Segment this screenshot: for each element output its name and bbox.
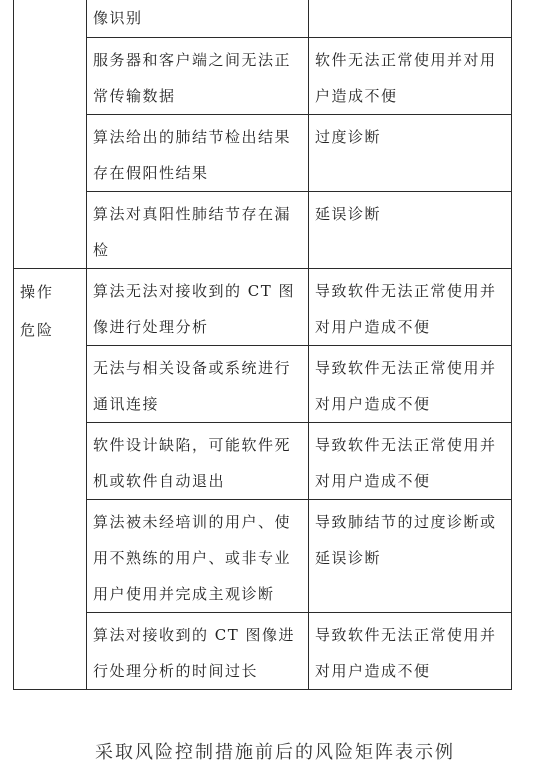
cause-cell: 服务器和客户端之间无法正常传输数据 — [87, 38, 309, 115]
category-cell — [14, 0, 87, 269]
consequence-cell: 导致软件无法正常使用并对用户造成不便 — [309, 269, 512, 346]
consequence-cell: 延误诊断 — [309, 192, 512, 269]
consequence-cell: 导致软件无法正常使用并对用户造成不便 — [309, 613, 512, 690]
table-row — [14, 613, 512, 690]
risk-table-container — [13, 0, 511, 680]
consequence-cell: 导致软件无法正常使用并对用户造成不便 — [309, 423, 512, 500]
table-row — [14, 38, 512, 115]
table-row — [14, 269, 512, 346]
cause-cell: 算法给出的肺结节检出结果存在假阳性结果 — [87, 115, 309, 192]
table-row — [14, 346, 512, 423]
consequence-cell: 导致软件无法正常使用并对用户造成不便 — [309, 346, 512, 423]
consequence-cell — [309, 0, 512, 38]
table-row — [14, 500, 512, 613]
consequence-cell: 导致肺结节的过度诊断或延误诊断 — [309, 500, 512, 613]
table-row — [14, 0, 512, 38]
cause-cell: 算法对真阳性肺结节存在漏检 — [87, 192, 309, 269]
category-label: 操作危险 — [20, 283, 55, 339]
consequence-cell: 软件无法正常使用并对用户造成不便 — [309, 38, 512, 115]
cause-cell: 无法与相关设备或系统进行通讯连接 — [87, 346, 309, 423]
category-cell — [14, 269, 87, 690]
table-row — [14, 192, 512, 269]
table-caption: 采取风险控制措施前后的风险矩阵表示例 — [95, 742, 455, 763]
cause-cell: 算法对接收到的 CT 图像进行处理分析的时间过长 — [87, 613, 309, 690]
cause-cell: 软件设计缺陷，可能软件死机或软件自动退出 — [87, 423, 309, 500]
cause-cell: 像识别 — [87, 0, 309, 38]
cause-cell: 算法无法对接收到的 CT 图像进行处理分析 — [87, 269, 309, 346]
consequence-cell: 过度诊断 — [309, 115, 512, 192]
table-row — [14, 423, 512, 500]
cause-cell: 算法被未经培训的用户、使用不熟练的用户、或非专业用户使用并完成主观诊断 — [87, 500, 309, 613]
risk-table — [13, 0, 512, 690]
table-row — [14, 115, 512, 192]
